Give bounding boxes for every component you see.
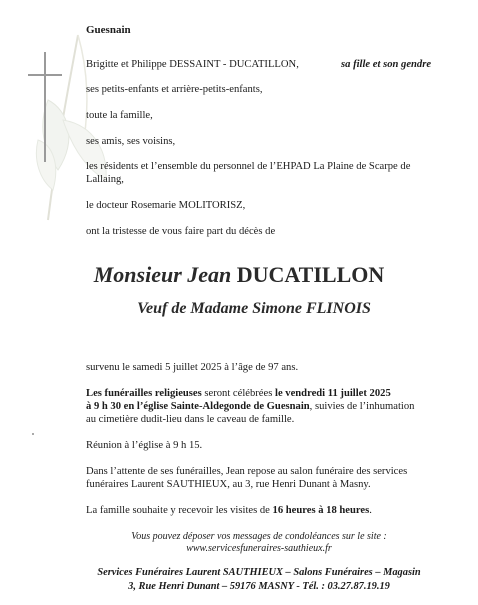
funeral-line-1: Les funérailles religieuses seront célébrées le vendredi 11 juillet 2025	[86, 388, 391, 399]
funeral-home-line-1: Services Funéraires Laurent SAUTHIEUX – Salons Funéraires – Magasin	[97, 567, 421, 578]
family-grandchildren-line: ses petits-enfants et arrière-petits-enfants,	[86, 84, 263, 95]
announcement-line: ont la tristesse de vous faire part du décès de	[86, 226, 276, 237]
scan-speck	[32, 433, 34, 435]
funeral-home-line-2: 3, Rue Henri Dunant – 59176 MASNY - Tél. : 03.27.87.19.19	[128, 581, 390, 592]
ehpad-line: les résidents et l’ensemble du personnel de l’EHPAD La Plaine de Scarpe de	[86, 161, 411, 172]
relation-note: sa fille et son gendre	[341, 59, 432, 70]
doctor-line: le docteur Rosemarie MOLITORISZ,	[86, 200, 246, 211]
death-line: survenu le samedi 5 juillet 2025 à l’âge de 97 ans.	[86, 362, 299, 373]
town-heading: Guesnain	[86, 24, 131, 36]
family-daughter-line: Brigitte et Philippe DESSAINT - DUCATILLON,	[86, 59, 299, 70]
visits-line: La famille souhaite y recevoir les visites de 16 heures à 18 heures.	[86, 505, 372, 516]
rest-line-1: Dans l’attente de ses funérailles, Jean repose au salon funéraire des services	[86, 466, 408, 477]
family-all-line: toute la famille,	[86, 110, 153, 121]
condolences-url[interactable]: www.servicesfuneraires-sauthieux.fr	[186, 543, 332, 554]
reunion-line: Réunion à l’église à 9 h 15.	[86, 440, 203, 451]
funeral-line-2: à 9 h 30 en l’église Sainte-Aldegonde de Guesnain, suivies de l’inhumation	[86, 401, 415, 412]
rest-line-2: funéraires Laurent SAUTHIEUX, au 3, rue Henri Dunant à Masny.	[86, 479, 371, 490]
deceased-name: Monsieur Jean DUCATILLON	[93, 262, 385, 287]
friends-line: ses amis, ses voisins,	[86, 136, 176, 147]
widow-line: Veuf de Madame Simone FLINOIS	[137, 300, 371, 317]
condolences-line: Vous pouvez déposer vos messages de condoléances sur le site :	[131, 531, 387, 542]
ehpad-line-cont: Lallaing,	[86, 174, 124, 185]
funeral-line-3: au cimetière dudit-lieu dans le caveau de famille.	[86, 414, 295, 425]
